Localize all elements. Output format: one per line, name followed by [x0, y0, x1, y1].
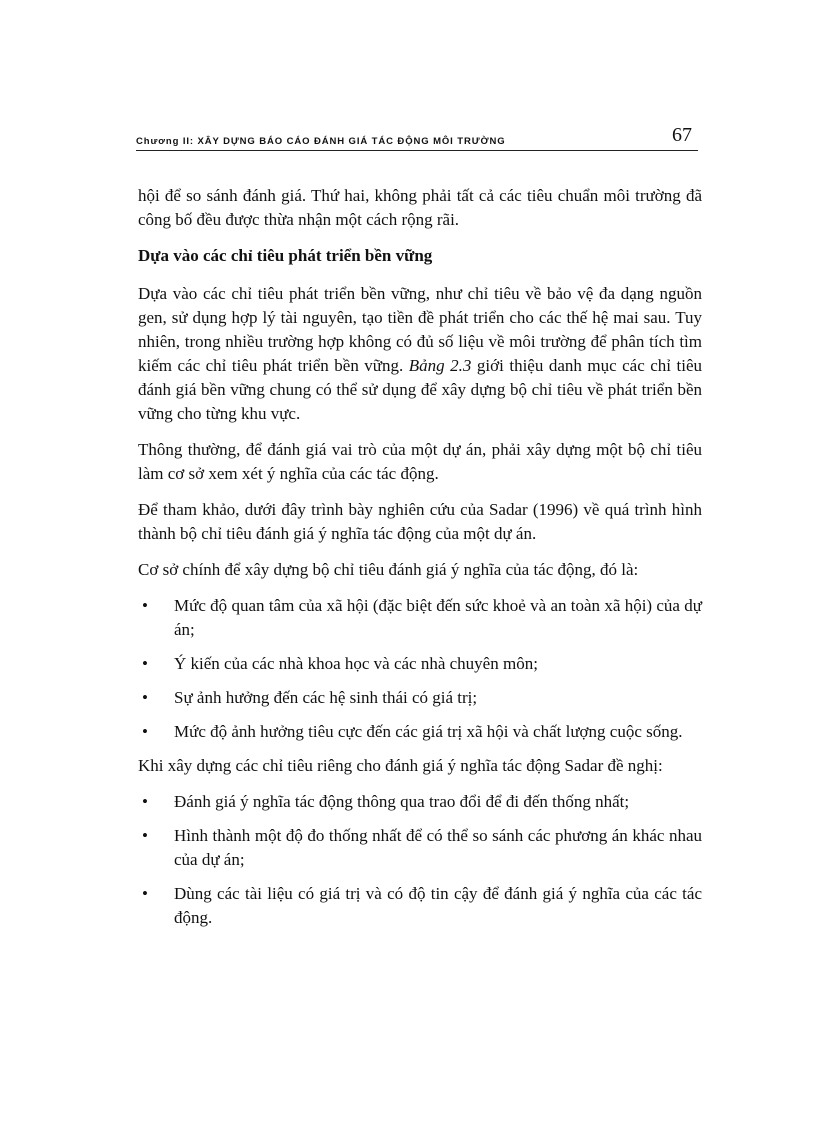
chapter-title: Chương II: XÂY DỰNG BÁO CÁO ĐÁNH GIÁ TÁC ĐỘNG MÔI TRƯỜNG [136, 136, 506, 147]
list-item-text: Hình thành một độ đo thống nhất để có thể so sánh các phương án khác nhau của dự án; [174, 826, 702, 869]
list-item [138, 652, 702, 676]
list-item-text: Đánh giá ý nghĩa tác động thông qua trao đổi để đi đến thống nhất; [174, 792, 630, 811]
paragraph-6: Khi xây dựng các chỉ tiêu riêng cho đánh giá ý nghĩa tác động Sadar đề nghị: [138, 756, 663, 775]
list-item-text: Mức độ ảnh hưởng tiêu cực đến các giá trị xã hội và chất lượng cuộc sống. [174, 722, 683, 741]
list-item [138, 824, 702, 872]
bullet: • [142, 688, 148, 707]
list-item-text: Sự ảnh hưởng đến các hệ sinh thái có giá trị; [174, 688, 478, 707]
recommendation-list [138, 790, 702, 930]
page-number: 67 [672, 124, 692, 146]
list-item [138, 686, 702, 710]
paragraph-1: hội để so sánh đánh giá. Thứ hai, không phải tất cả các tiêu chuẩn môi trường đã công bố đều được thừa nhận một cách rộng rãi. [138, 186, 702, 229]
paragraph-2-part-1: Dựa vào các chỉ tiêu phát triển bền vững, như chỉ tiêu về bảo vệ đa dạng nguồn gen, sử dụng hợp lý tài nguyên, tạo tiền đề phát triển cho các thế hệ mai sau. Tuy nhiên, trong nhiều trường hợp không có đủ số liệu về môi trường để phân tích tìm kiếm các chỉ tiêu phát triển bền vững. [138, 284, 702, 375]
paragraph-2 [138, 282, 702, 426]
list-item [138, 720, 702, 744]
bullet: • [142, 792, 148, 811]
bullet: • [142, 596, 148, 615]
bullet: • [142, 654, 148, 673]
list-item [138, 882, 702, 930]
table-reference: Bảng 2.3 [408, 356, 472, 375]
bullet: • [142, 884, 148, 903]
list-item [138, 790, 702, 814]
paragraph-5: Cơ sở chính để xây dựng bộ chỉ tiêu đánh giá ý nghĩa của tác động, đó là: [138, 560, 639, 579]
list-item-text: Dùng các tài liệu có giá trị và có độ tin cậy để đánh giá ý nghĩa của các tác động. [174, 884, 702, 927]
list-item-text: Ý kiến của các nhà khoa học và các nhà chuyên môn; [174, 654, 538, 673]
paragraph-2-part-2: giới thiệu danh mục các chỉ tiêu đánh giá bền vững chung có thể sử dụng để xây dựng bộ chỉ tiêu về phát triển bền vững cho từng khu vực. [138, 356, 703, 423]
bullet: • [142, 722, 148, 741]
page-body [138, 184, 702, 940]
list-item-text: Mức độ quan tâm của xã hội (đặc biệt đến sức khoẻ và an toàn xã hội) của dự án; [174, 596, 702, 639]
criteria-list [138, 594, 702, 744]
section-heading: Dựa vào các chỉ tiêu phát triển bền vững [138, 246, 433, 265]
paragraph-3: Thông thường, để đánh giá vai trò của một dự án, phải xây dựng một bộ chỉ tiêu làm cơ sở xem xét ý nghĩa của các tác động. [138, 440, 702, 483]
paragraph-4: Để tham khảo, dưới đây trình bày nghiên cứu của Sadar (1996) về quá trình hình thành bộ chỉ tiêu đánh giá ý nghĩa tác động của một dự án. [138, 500, 702, 543]
list-item [138, 594, 702, 642]
bullet: • [142, 826, 148, 845]
running-header [136, 122, 698, 151]
